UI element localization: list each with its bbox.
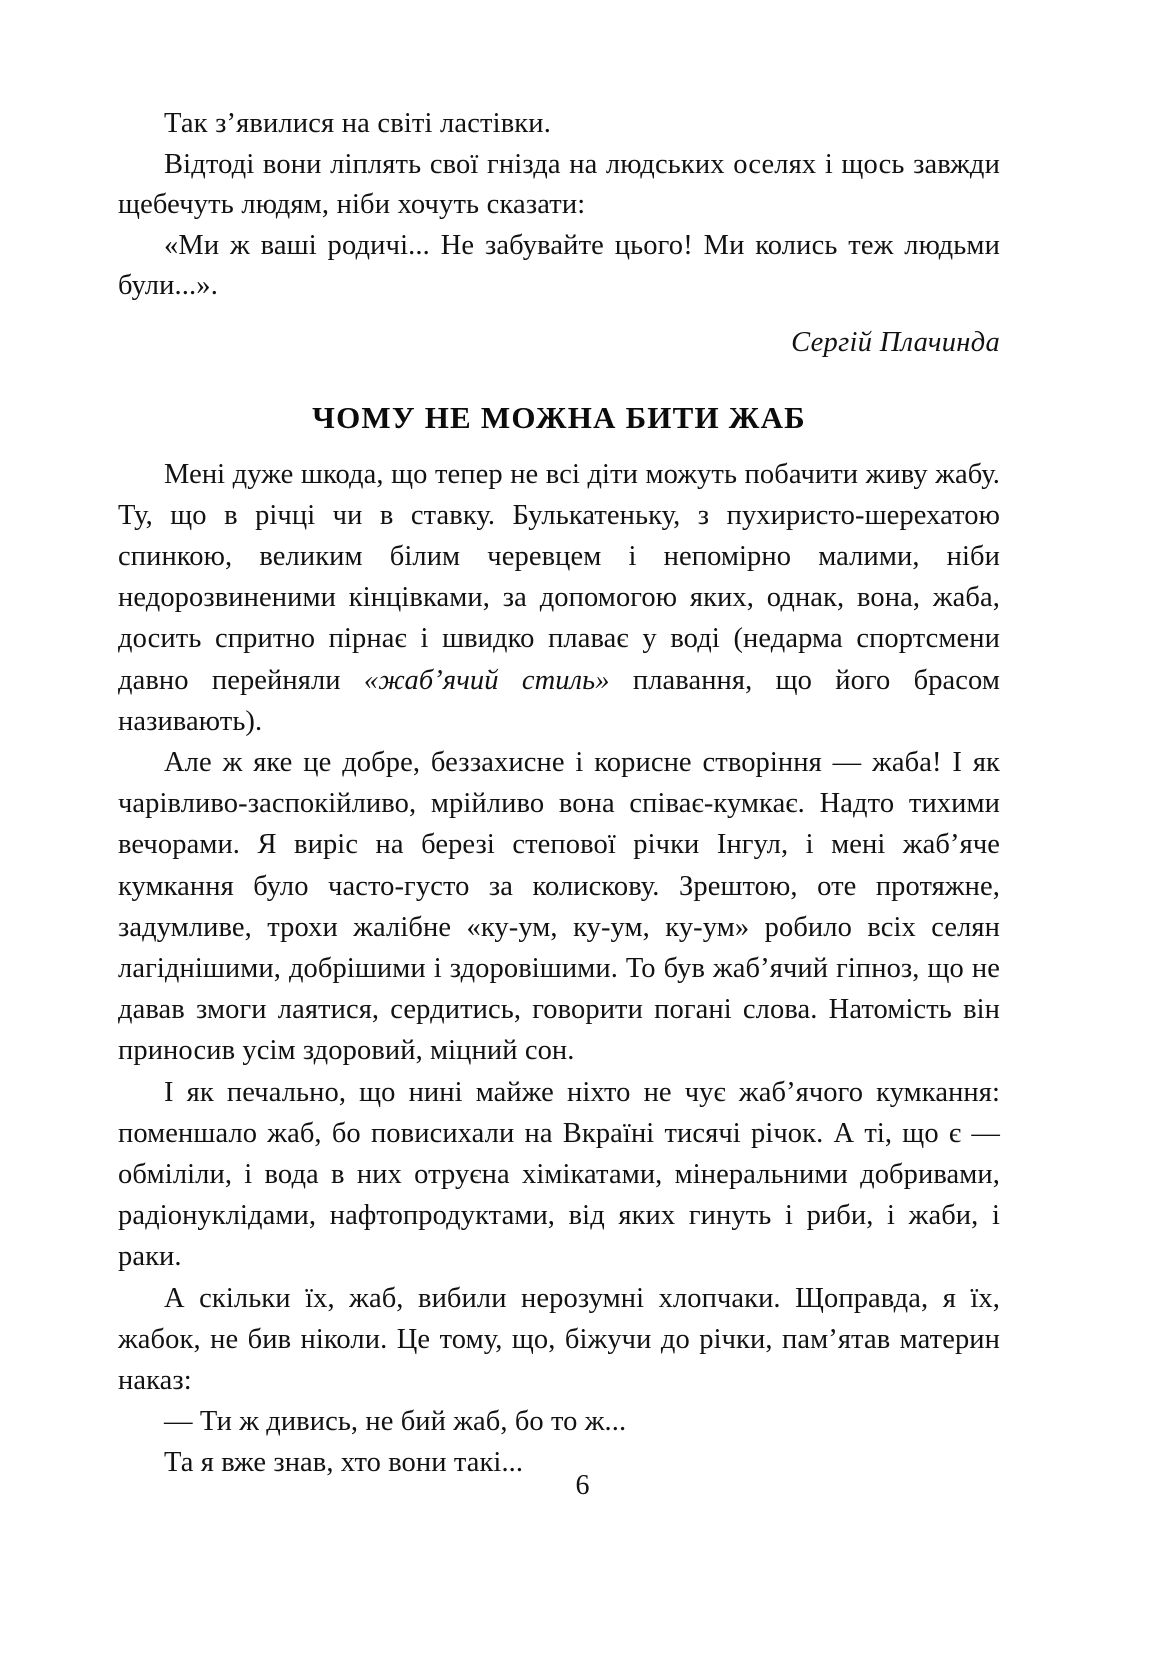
chapter-paragraph-4 — [118, 1278, 1000, 1402]
chapter-paragraph-3 — [118, 1072, 1000, 1278]
page-content — [118, 104, 1000, 1484]
page-number: 6 — [575, 1470, 590, 1501]
chapter-title: ЧОМУ НЕ МОЖНА БИТИ ЖАБ — [312, 399, 806, 435]
text-run: Та я вже знав, хто вони такі... — [164, 1447, 524, 1479]
chapter-dialogue-line — [118, 1401, 1000, 1442]
text-run: Але ж яке це добре, беззахисне і корисне створіння — жаба! І як чарівливо-заспокійливо, мрійливо вона співає-кумкає. Надто тихими вечорами. Я виріс на березі степової річки Інгул, і мені жаб’яче кумкання було часто-густо за колискову. Зрештою, оте протяжне, задумливе, трохи жалібне «ку-ум, ку-ум, ку-ум» робило всіх селян лагіднішими, добрішими і здоровішими. То був жаб’ячий гіпноз, що не давав змоги лаятися, сердитись, говорити погані слова. Натомість він приносив усім здоровий, міцний сон. — [118, 746, 1000, 1067]
emphasis-phrase: «жаб’ячий стиль» — [363, 664, 610, 696]
intro-paragraph-2: Відтоді вони ліплять свої гнізда на людських оселях і щось завжди щебечуть людям, ніби хочуть сказати: — [118, 148, 1000, 221]
text-run: — Ти ж дивись, не бий жаб, бо то ж... — [164, 1406, 627, 1438]
text-run: Мені дуже шкода, що тепер не всі діти можуть побачити живу жабу. Ту, що в річці чи в ставку. Булькатеньку, з пухиристо-шерехатою спинкою, великим білим черевцем і непомірно малими, ніби недорозвиненими кінцівками, за допомогою яких, однак, вона, жаба, досить спритно пірнає і швидко плаває у воді (недарма спортсмени давно перейняли — [118, 458, 1000, 696]
text-run: І як печально, що нині майже ніхто не чує жаб’ячого кумкання: поменшало жаб, бо повисихали на Вкраїні тисячі річок. А ті, що є — обміліли, і вода в них отруєна хімікатами, мінеральними добривами, радіонуклідами, нафтопродуктами, від яких гинуть і риби, і жаби, і раки. — [118, 1076, 1000, 1273]
intro-paragraph-1: Так з’явилися на світі ластівки. — [164, 108, 551, 139]
text-run: плавання, що його брасом називають). — [118, 664, 1001, 737]
text-run: А скільки їх, жаб, вибили нерозумні хлопчаки. Щоправда, я їх, жабок, не бив ніколи. Це тому, що, біжучи до річки, пам’ятав материн наказ: — [118, 1282, 1000, 1397]
intro-paragraph-3: «Ми ж ваші родичі... Не забувайте цього! Ми колись теж людьми були...». — [118, 229, 1000, 302]
author-signature: Сергій Плачинда — [791, 326, 1000, 358]
chapter-paragraph-2 — [118, 742, 1000, 1072]
chapter-paragraph-1 — [118, 454, 1000, 742]
